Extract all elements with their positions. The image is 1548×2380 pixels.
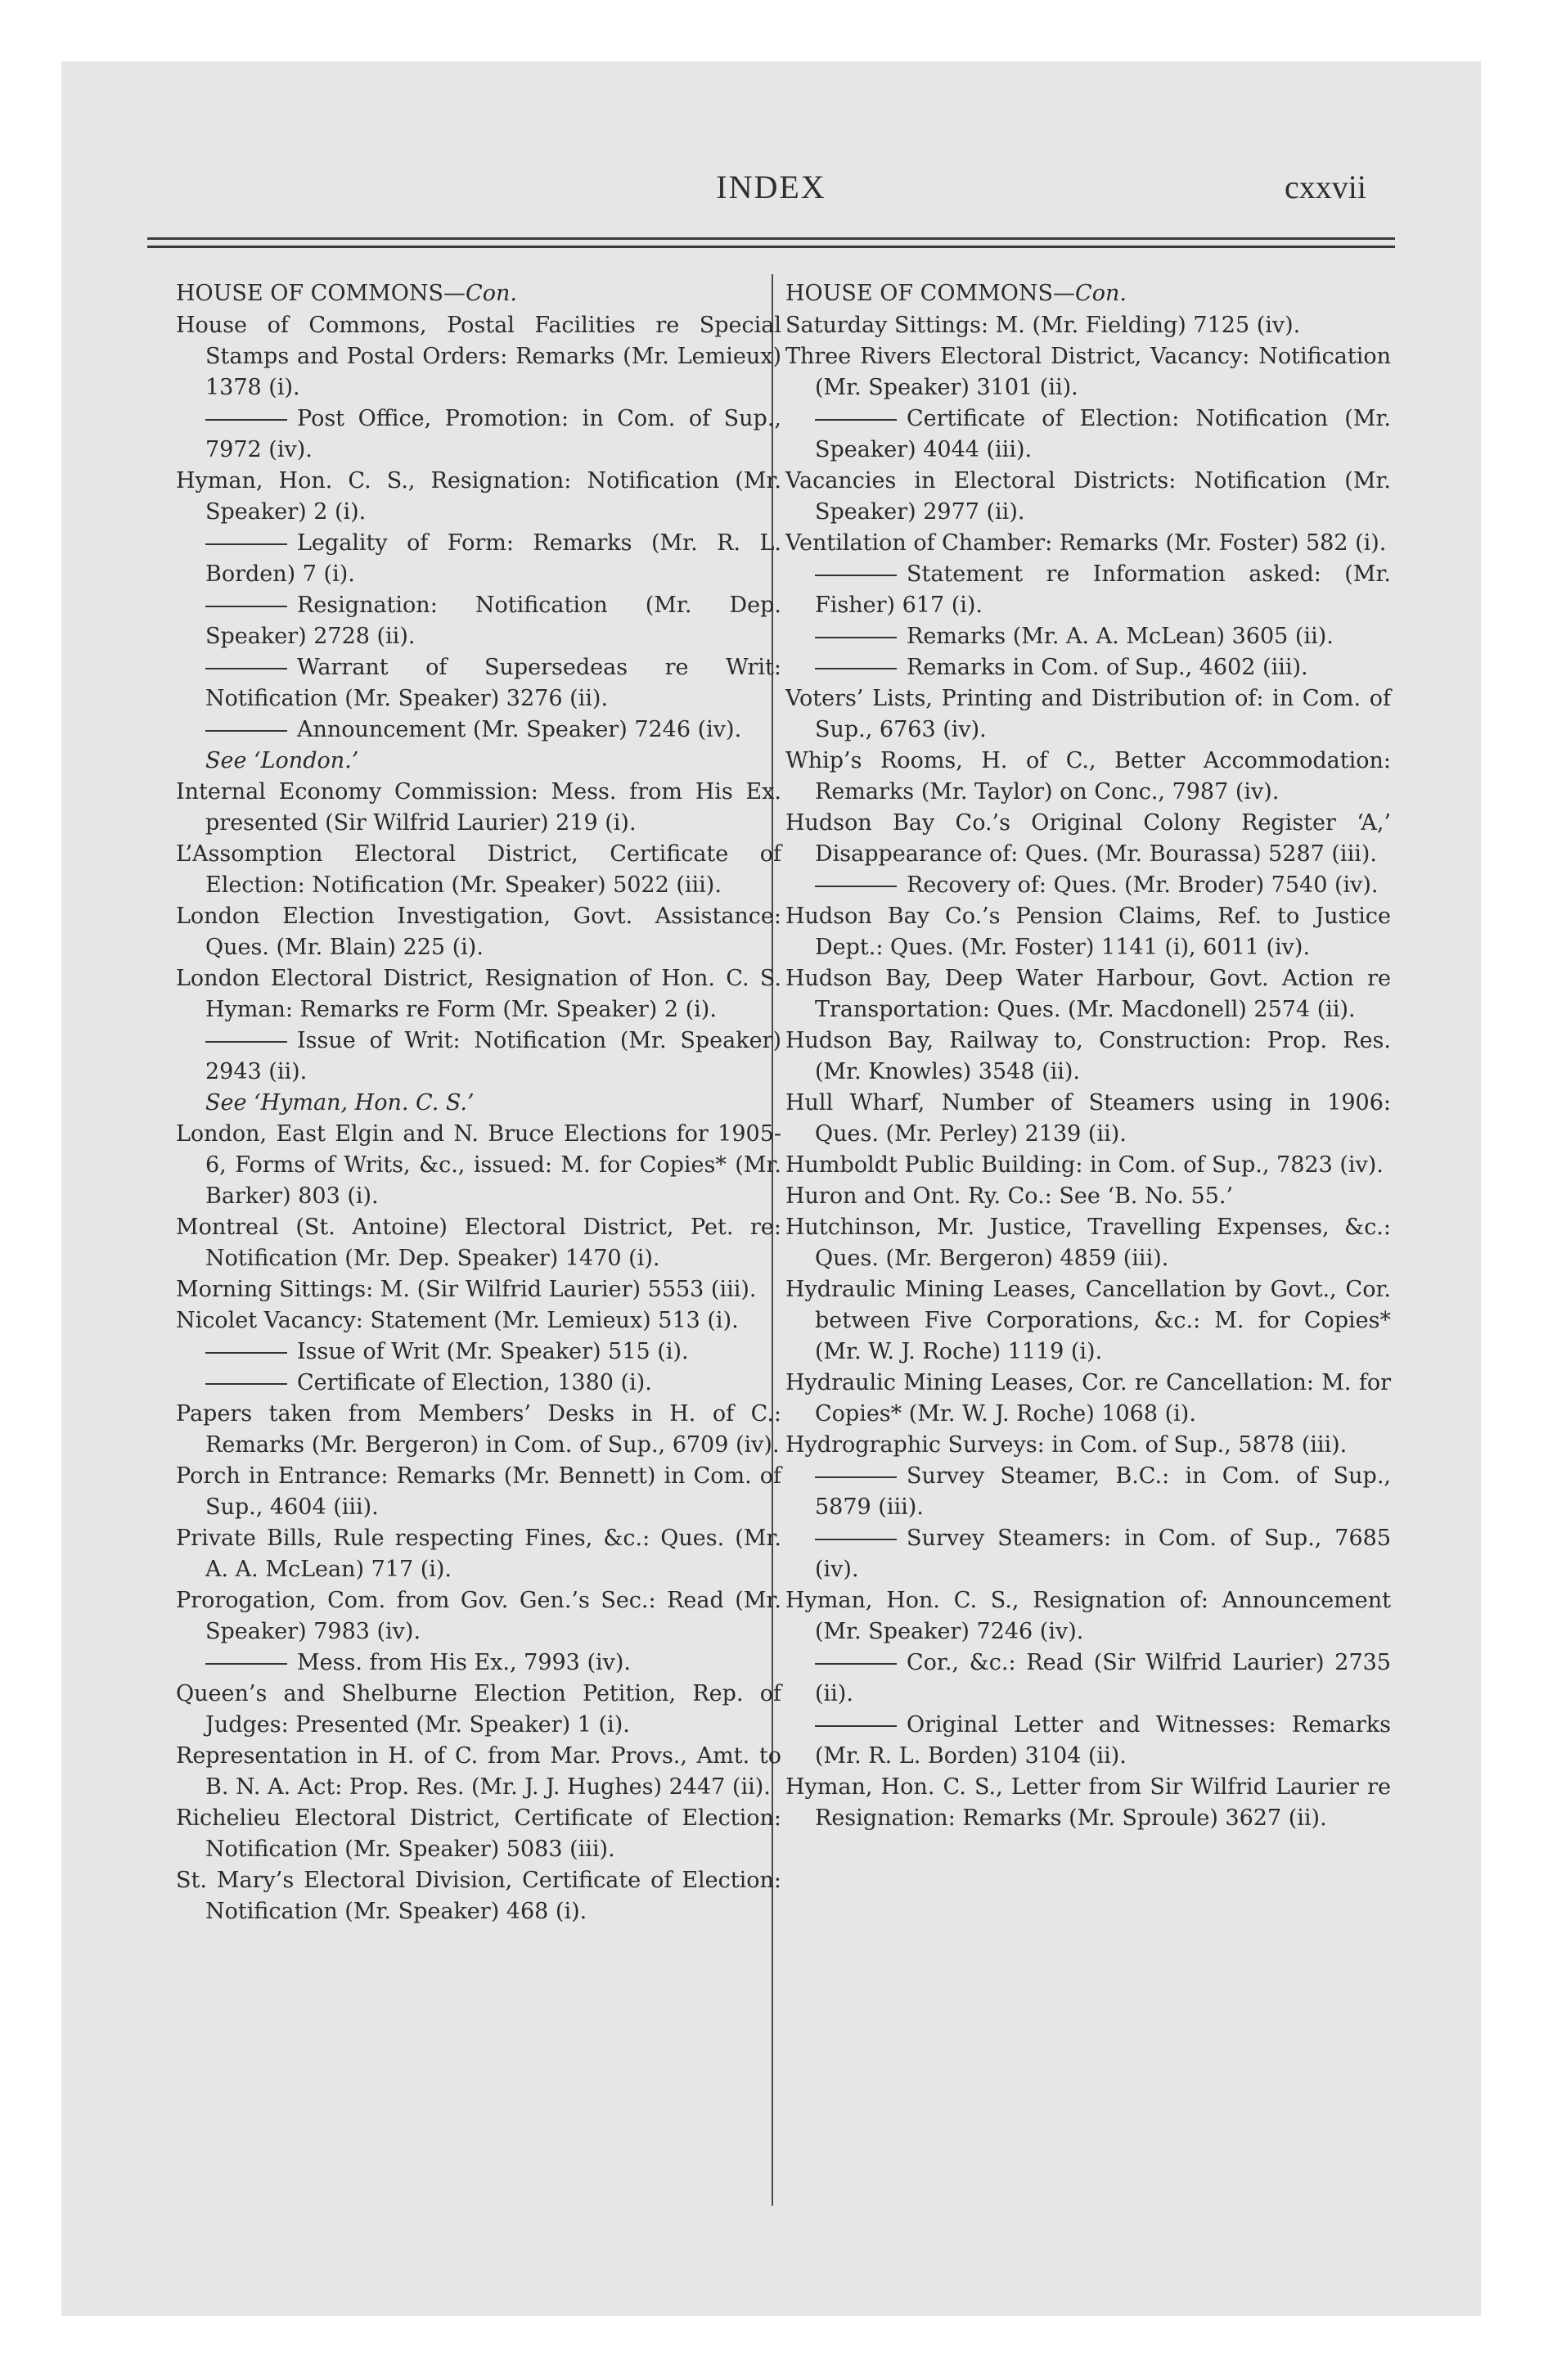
index-subentry <box>176 714 781 746</box>
left-column <box>176 278 781 1927</box>
index-subentry <box>785 1648 1391 1710</box>
entry-text: Original Letter and Witnesses: Remarks (Mr. R. L. Borden) 3104 (ii). <box>815 1712 1391 1769</box>
entry-text: Huron and Ont. Ry. Co.: See ‘B. No. 55.’ <box>785 1183 1234 1209</box>
header-rule-bottom <box>147 246 1395 248</box>
entry-text: Hull Wharf, Number of Steamers using in 1906: Ques. (Mr. Perley) 2139 (ii). <box>785 1090 1391 1147</box>
entry-text: Hudson Bay, Railway to, Construction: Prop. Res. (Mr. Knowles) 3548 (ii). <box>785 1028 1391 1084</box>
heading-continued: Con. <box>1075 281 1127 306</box>
ditto-dash <box>815 1725 897 1727</box>
entry-text: Recovery of: Ques. (Mr. Broder) 7540 (iv). <box>907 872 1379 898</box>
ditto-dash <box>815 668 897 669</box>
ditto-dash <box>815 637 897 638</box>
index-subentry <box>176 590 781 652</box>
entry-text: House of Commons, Postal Facilities re Special Stamps and Postal Orders: Remarks (Mr. Lemieux) 1378 (i). <box>176 313 781 400</box>
index-entry <box>176 1865 781 1927</box>
entry-text: Saturday Sittings: M. (Mr. Fielding) 7125 (iv). <box>785 313 1301 338</box>
index-subentry <box>785 652 1391 683</box>
index-subentry <box>785 870 1391 901</box>
entry-text: Hydraulic Mining Leases, Cor. re Cancellation: M. for Copies* (Mr. W. J. Roche) 1068 (i). <box>785 1370 1391 1427</box>
right-column <box>785 278 1391 1834</box>
index-entry <box>785 1585 1391 1648</box>
entry-text: L’Assomption Electoral District, Certificate of Election: Notification (Mr. Speaker) 5022 (iii). <box>176 841 781 898</box>
index-entry <box>176 1585 781 1648</box>
entry-text: Nicolet Vacancy: Statement (Mr. Lemieux) 513 (i). <box>176 1308 739 1333</box>
index-subentry <box>176 1025 781 1088</box>
index-entry <box>785 528 1391 559</box>
index-subentry <box>785 1523 1391 1585</box>
left-column-heading <box>176 278 781 309</box>
entry-text: Announcement (Mr. Speaker) 7246 (iv). <box>297 717 742 742</box>
index-entry <box>785 341 1391 403</box>
heading-text: HOUSE OF COMMONS— <box>176 281 466 306</box>
ditto-dash <box>205 543 287 545</box>
ditto-dash <box>815 1663 897 1665</box>
index-entry <box>785 746 1391 808</box>
entry-text: Hyman, Hon. C. S., Resignation of: Announcement (Mr. Speaker) 7246 (iv). <box>785 1588 1391 1644</box>
entry-text: Cor., &c.: Read (Sir Wilfrid Laurier) 2735 (ii). <box>815 1650 1391 1706</box>
entry-text: Prorogation, Com. from Gov. Gen.’s Sec.: Read (Mr. Speaker) 7983 (iv). <box>176 1588 781 1644</box>
entry-text: See ‘London.’ <box>205 748 359 773</box>
ditto-dash <box>815 1539 897 1540</box>
entry-text: Hyman, Hon. C. S., Resignation: Notification (Mr. Speaker) 2 (i). <box>176 468 781 525</box>
heading-text: HOUSE OF COMMONS— <box>785 281 1076 306</box>
entry-text: London Electoral District, Resignation of Hon. C. S. Hyman: Remarks re Form (Mr. Speaker) 2 (i). <box>176 966 781 1022</box>
entry-text: Whip’s Rooms, H. of C., Better Accommodation: Remarks (Mr. Taylor) on Conc., 7987 (iv). <box>785 748 1391 805</box>
index-entry <box>176 777 781 839</box>
ditto-dash <box>205 606 287 607</box>
entry-text: Hyman, Hon. C. S., Letter from Sir Wilfrid Laurier re Resignation: Remarks (Mr. Sproule) 3627 (ii). <box>785 1774 1391 1831</box>
entry-text: Resignation: Notification (Mr. Dep. Speaker) 2728 (ii). <box>205 593 781 649</box>
ditto-dash <box>815 575 897 576</box>
ditto-dash <box>205 1041 287 1043</box>
entry-text: Representation in H. of C. from Mar. Provs., Amt. to B. N. A. Act: Prop. Res. (Mr. J. J. Hughes) 2447 (ii). <box>176 1743 781 1800</box>
see-also-reference <box>176 746 781 777</box>
heading-continued: Con. <box>466 281 517 306</box>
entry-text: London, East Elgin and N. Bruce Elections for 1905-6, Forms of Writs, &c., issued: M. for Copies* (Mr. Barker) 803 (i). <box>176 1121 781 1209</box>
index-subentry <box>785 403 1391 466</box>
index-entry <box>785 901 1391 963</box>
ditto-dash <box>205 1383 287 1385</box>
index-subentry <box>785 559 1391 621</box>
ditto-dash <box>205 668 287 669</box>
entry-text: Queen’s and Shelburne Election Petition, Rep. of Judges: Presented (Mr. Speaker) 1 (i). <box>176 1681 781 1738</box>
index-entry <box>785 1181 1391 1212</box>
index-entry <box>785 1772 1391 1834</box>
entry-text: Porch in Entrance: Remarks (Mr. Bennett) in Com. of Sup., 4604 (iii). <box>176 1463 781 1520</box>
entry-text: Hydraulic Mining Leases, Cancellation by Govt., Cor. between Five Corporations, &c.: M. for Copies* (Mr. W. J. Roche) 1119 (i). <box>785 1277 1391 1364</box>
index-subentry <box>176 403 781 466</box>
index-subentry <box>176 1368 781 1399</box>
index-subentry <box>785 621 1391 652</box>
index-entry <box>176 1803 781 1865</box>
index-entry <box>785 1088 1391 1150</box>
index-entry <box>176 310 781 403</box>
ditto-dash <box>205 730 287 732</box>
index-entry <box>785 963 1391 1025</box>
index-entry <box>785 1430 1391 1461</box>
index-entry <box>176 1274 781 1305</box>
index-subentry <box>176 652 781 714</box>
index-subentry <box>176 1648 781 1679</box>
index-entry <box>785 466 1391 528</box>
right-column-heading <box>785 278 1391 309</box>
page-number: cxxvii <box>1285 169 1366 205</box>
index-entry <box>176 466 781 528</box>
entry-text: Survey Steamer, B.C.: in Com. of Sup., 5879 (iii). <box>815 1463 1391 1520</box>
index-entry <box>176 1741 781 1803</box>
entry-text: Humboldt Public Building: in Com. of Sup., 7823 (iv). <box>785 1152 1384 1178</box>
entry-text: Papers taken from Members’ Desks in H. of C.: Remarks (Mr. Bergeron) in Com. of Sup., 6709 (iv). <box>176 1401 781 1458</box>
entry-text: Three Rivers Electoral District, Vacancy: Notification (Mr. Speaker) 3101 (ii). <box>785 344 1391 400</box>
index-page <box>61 61 1481 2316</box>
entry-text: Hudson Bay, Deep Water Harbour, Govt. Action re Transportation: Ques. (Mr. Macdonell) 2574 (ii). <box>785 966 1391 1022</box>
ditto-dash <box>815 1476 897 1478</box>
index-subentry <box>176 1336 781 1368</box>
entry-text: Remarks (Mr. A. A. McLean) 3605 (ii). <box>907 624 1334 649</box>
index-entry <box>785 310 1391 341</box>
entry-text: London Election Investigation, Govt. Assistance: Ques. (Mr. Blain) 225 (i). <box>176 904 781 960</box>
entry-text: Hudson Bay Co.’s Original Colony Register ‘A,’ Disappearance of: Ques. (Mr. Bourassa) 5287 (iii). <box>785 810 1391 867</box>
entry-text: Richelieu Electoral District, Certificate of Election: Notification (Mr. Speaker) 5083 (iii). <box>176 1805 781 1862</box>
entry-text: Remarks in Com. of Sup., 4602 (iii). <box>907 655 1308 680</box>
ditto-dash <box>205 419 287 421</box>
entry-text: Vacancies in Electoral Districts: Notification (Mr. Speaker) 2977 (ii). <box>785 468 1391 525</box>
index-entry <box>176 1461 781 1523</box>
entry-text: Internal Economy Commission: Mess. from His Ex. presented (Sir Wilfrid Laurier) 219 (i). <box>176 779 781 836</box>
entry-text: St. Mary’s Electoral Division, Certificate of Election: Notification (Mr. Speaker) 468 (i). <box>176 1868 781 1924</box>
index-entry <box>785 1212 1391 1274</box>
index-subentry <box>785 1461 1391 1523</box>
entry-text: Voters’ Lists, Printing and Distribution of: in Com. of Sup., 6763 (iv). <box>785 686 1391 742</box>
entry-text: Certificate of Election, 1380 (i). <box>297 1370 652 1395</box>
entry-text: Ventilation of Chamber: Remarks (Mr. Foster) 582 (i). <box>785 530 1387 556</box>
index-subentry <box>176 528 781 590</box>
index-entry <box>785 683 1391 746</box>
index-entry <box>176 1399 781 1461</box>
entry-text: Issue of Writ: Notification (Mr. Speaker) 2943 (ii). <box>205 1028 781 1084</box>
index-entry <box>176 839 781 901</box>
see-also-reference <box>176 1088 781 1119</box>
entry-text: Hutchinson, Mr. Justice, Travelling Expenses, &c.: Ques. (Mr. Bergeron) 4859 (iii). <box>785 1215 1391 1271</box>
entry-text: Legality of Form: Remarks (Mr. R. L. Borden) 7 (i). <box>205 530 781 587</box>
index-entry <box>785 808 1391 870</box>
ditto-dash <box>205 1352 287 1354</box>
index-entry <box>785 1150 1391 1181</box>
index-entry <box>785 1368 1391 1430</box>
index-entry <box>176 1119 781 1212</box>
entry-text: Warrant of Supersedeas re Writ: Notification (Mr. Speaker) 3276 (ii). <box>205 655 781 711</box>
entry-text: Certificate of Election: Notification (Mr. Speaker) 4044 (iii). <box>815 406 1391 462</box>
index-entry <box>176 1305 781 1336</box>
entry-text: Hydrographic Surveys: in Com. of Sup., 5878 (iii). <box>785 1432 1348 1458</box>
entry-text: Montreal (St. Antoine) Electoral District, Pet. re: Notification (Mr. Dep. Speaker) 1470 (i). <box>176 1215 781 1271</box>
page-title: INDEX <box>716 169 826 205</box>
index-subentry <box>785 1710 1391 1772</box>
ditto-dash <box>205 1663 287 1665</box>
index-entry <box>785 1025 1391 1088</box>
index-entry <box>176 1212 781 1274</box>
entry-text: Mess. from His Ex., 7993 (iv). <box>297 1650 631 1675</box>
entry-text: Post Office, Promotion: in Com. of Sup., 7972 (iv). <box>205 406 781 462</box>
entry-text: Hudson Bay Co.’s Pension Claims, Ref. to Justice Dept.: Ques. (Mr. Foster) 1141 (i), 6011 (iv). <box>785 904 1391 960</box>
entry-text: See ‘Hyman, Hon. C. S.’ <box>205 1090 475 1116</box>
entry-text: Morning Sittings: M. (Sir Wilfrid Laurier) 5553 (iii). <box>176 1277 757 1302</box>
ditto-dash <box>815 419 897 421</box>
header-rule-top <box>147 237 1395 240</box>
entry-text: Private Bills, Rule respecting Fines, &c.: Ques. (Mr. A. A. McLean) 717 (i). <box>176 1526 781 1582</box>
index-entry <box>176 963 781 1025</box>
entry-text: Issue of Writ (Mr. Speaker) 515 (i). <box>297 1339 689 1364</box>
entry-text: Statement re Information asked: (Mr. Fisher) 617 (i). <box>815 561 1391 618</box>
index-entry <box>176 901 781 963</box>
ditto-dash <box>815 886 897 887</box>
entry-text: Survey Steamers: in Com. of Sup., 7685 (iv). <box>815 1526 1391 1582</box>
index-entry <box>785 1274 1391 1368</box>
index-entry <box>176 1679 781 1741</box>
index-entry <box>176 1523 781 1585</box>
